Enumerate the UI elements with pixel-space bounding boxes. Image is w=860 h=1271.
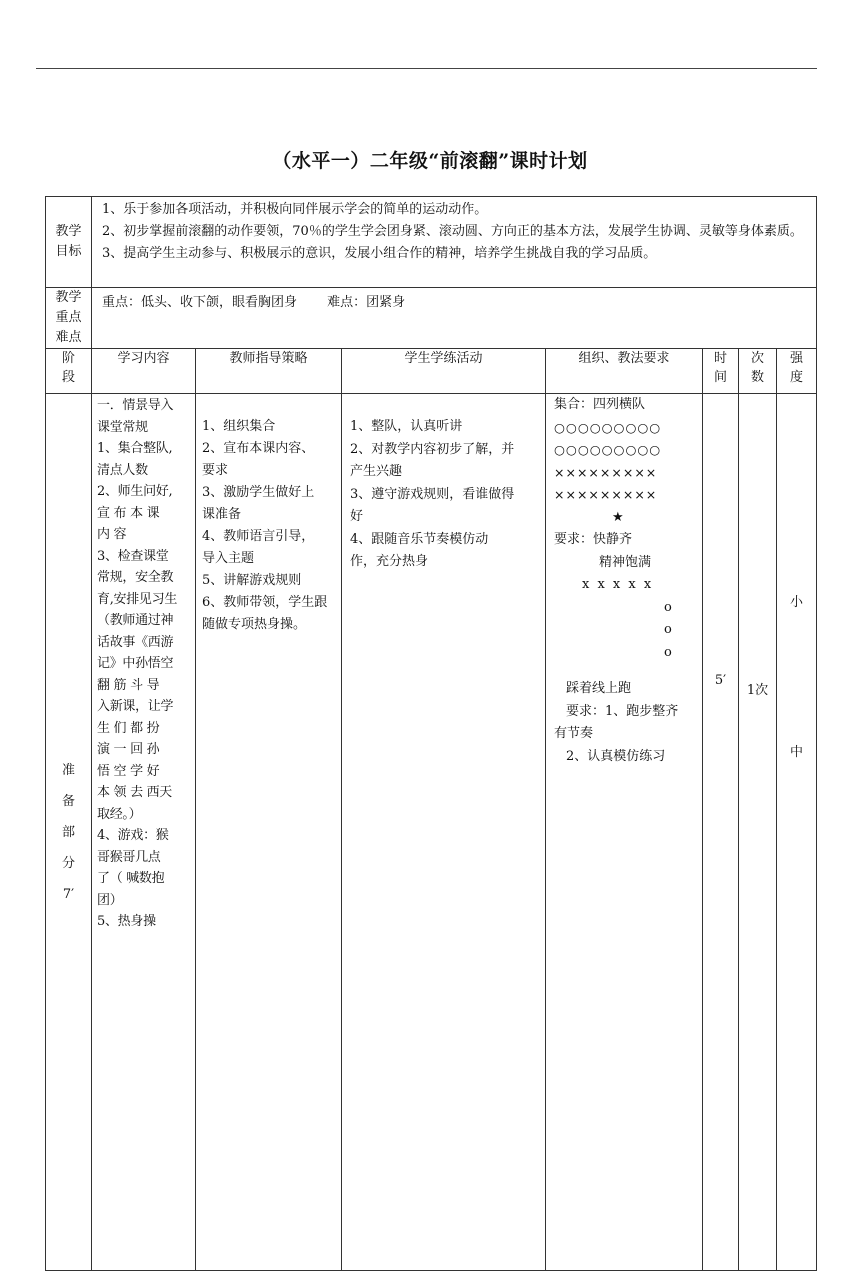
teacher-line: 导入主题	[202, 551, 255, 566]
content-line: 清点人数	[97, 462, 148, 478]
content-line: 内 容	[97, 527, 127, 542]
objectives-cell	[92, 197, 817, 288]
teacher-line: 6、教师带领，学生跟	[202, 595, 328, 610]
prep-intensity	[777, 394, 817, 1271]
content-line: 5、热身操	[97, 914, 156, 929]
formation-requirement: 要求：快静齐	[554, 532, 633, 547]
content-line: 本 领 去 西天	[97, 785, 172, 800]
run-requirement: 有节奏	[554, 726, 594, 741]
run-title: 踩着线上跑	[566, 681, 632, 696]
prep-content	[92, 394, 196, 1271]
content-line: 生 们 都 扮	[97, 720, 160, 736]
student-line: 好	[350, 509, 364, 524]
stage-duration: 7′	[62, 886, 75, 902]
student-line: 4、跟随音乐节奏模仿动	[350, 531, 489, 547]
teacher-line: 3、激励学生做好上	[202, 485, 315, 500]
content-line: 1、集合整队,	[97, 441, 173, 456]
header-content: 学习内容	[92, 349, 196, 394]
key-points-row	[46, 288, 817, 349]
content-line: 2、师生问好,	[97, 484, 173, 499]
content-line: 育,安排见习生	[97, 591, 178, 607]
content-line: 取经。）	[97, 806, 142, 822]
run-row-marks: x x x x x	[582, 577, 654, 592]
intensity-low: 小	[790, 595, 804, 610]
run-requirement: 要求：1、跑步整齐	[566, 703, 679, 719]
header-stage	[46, 349, 92, 394]
student-line: 作，充分热身	[350, 554, 429, 569]
teacher-line: 随做专项热身操。	[202, 617, 307, 632]
key-points-cell	[92, 288, 817, 349]
header-stage-text: 阶段	[61, 351, 75, 385]
stage-char: 分	[61, 855, 75, 871]
formation-row-circles: ○○○○○○○○○	[554, 419, 662, 435]
content-line: 团）	[97, 892, 123, 908]
header-student: 学生学练活动	[342, 349, 546, 394]
objectives-label	[46, 197, 92, 288]
content-line: 入新课，让学	[97, 699, 174, 714]
content-line: 哥猴哥几点	[97, 849, 161, 865]
dot-mark: o	[664, 622, 672, 637]
teacher-line: 课准备	[202, 507, 242, 522]
teacher-line: 2、宣布本课内容、	[202, 441, 315, 456]
formation-requirement: 精神饱满	[599, 554, 652, 570]
content-line: 宣 布 本 课	[97, 505, 160, 521]
header-row	[46, 349, 817, 394]
student-line: 2、对教学内容初步了解，并	[350, 441, 515, 457]
objective-3: 3、提高学生主动参与、积极展示的意识，发展小组合作的精神，培养学生挑战自我的学习品质。	[102, 246, 657, 261]
objective-1: 1、乐于参加各项活动，并积极向同伴展示学会的简单的运动动作。	[102, 202, 488, 217]
header-intensity-text: 强度	[790, 351, 804, 385]
content-line: 翻 筋 斗 导	[97, 677, 160, 693]
content-line: 了（ 喊数抱	[97, 871, 165, 886]
prep-row	[46, 394, 817, 1271]
content-line: 演 一 回 孙	[97, 742, 160, 757]
teacher-line: 4、教师语言引导，	[202, 529, 315, 544]
prep-student	[342, 394, 546, 1271]
student-line: 产生兴趣	[350, 464, 403, 479]
teacher-line: 5、讲解游戏规则	[202, 573, 302, 588]
content-line: 悟 空 学 好	[97, 763, 160, 779]
prep-stage	[46, 394, 92, 1271]
header-rule	[36, 68, 817, 69]
prep-count: 1次	[739, 394, 777, 1271]
content-line: 一．情景导入	[97, 398, 174, 413]
stage-char: 准	[61, 762, 75, 778]
lesson-plan-table	[45, 196, 817, 1271]
spacer	[554, 664, 700, 678]
objective-2: 2、初步掌握前滚翻的动作要领，70％的学生学会团身紧、滚动圆、方向正的基本方法，发展学生协调、灵敏等身体素质。	[102, 224, 803, 239]
prep-teacher	[196, 394, 342, 1271]
objectives-row	[46, 197, 817, 288]
formation-row-crosses: ×××××××××	[554, 487, 658, 502]
content-line: 3、检查课堂	[97, 548, 169, 564]
key-points-text: 重点：低头、收下颌，眼看胸团身 难点：团紧身	[102, 295, 406, 310]
content-line: （教师通过神	[97, 613, 174, 628]
intensity-medium: 中	[790, 745, 804, 760]
header-intensity	[777, 349, 817, 394]
key-points-label-text: 教学重点难点	[55, 290, 82, 345]
stage-char: 备	[61, 793, 75, 809]
stage-char: 部	[61, 824, 75, 840]
content-line: 记》中孙悟空	[97, 656, 174, 671]
header-count	[739, 349, 777, 394]
dot-mark: o	[664, 599, 672, 615]
key-points-label	[46, 288, 92, 349]
header-count-text: 次数	[750, 351, 764, 385]
spacer	[781, 614, 812, 742]
formation-row-crosses: ×××××××××	[554, 464, 658, 480]
teacher-line: 要求	[202, 463, 229, 478]
prep-time: 5′	[703, 394, 739, 1271]
teacher-star-icon: ★	[612, 509, 624, 525]
student-line: 3、遵守游戏规则，看谁做得	[350, 486, 515, 502]
formation-row-circles: ○○○○○○○○○	[554, 442, 662, 457]
run-requirement: 2、认真模仿练习	[566, 748, 666, 764]
header-teacher: 教师指导策略	[196, 349, 342, 394]
formation-title: 集合：四列横队	[554, 397, 646, 412]
header-org: 组织、教法要求	[546, 349, 703, 394]
dot-mark: o	[664, 644, 672, 660]
header-time	[703, 349, 739, 394]
content-line: 常规，安全教	[97, 570, 174, 585]
teacher-line: 1、组织集合	[202, 419, 276, 434]
content-line: 4、游戏：猴	[97, 828, 169, 843]
objectives-label-text: 教学目标	[55, 224, 82, 259]
content-line: 话故事《西游	[97, 634, 174, 650]
student-line: 1、整队，认真听讲	[350, 419, 463, 434]
page-title: （水平一）二年级“前滚翻”课时计划	[272, 150, 588, 172]
content-line: 课堂常规	[97, 419, 148, 435]
prep-organization	[546, 394, 703, 1271]
header-time-text: 时间	[713, 351, 727, 385]
